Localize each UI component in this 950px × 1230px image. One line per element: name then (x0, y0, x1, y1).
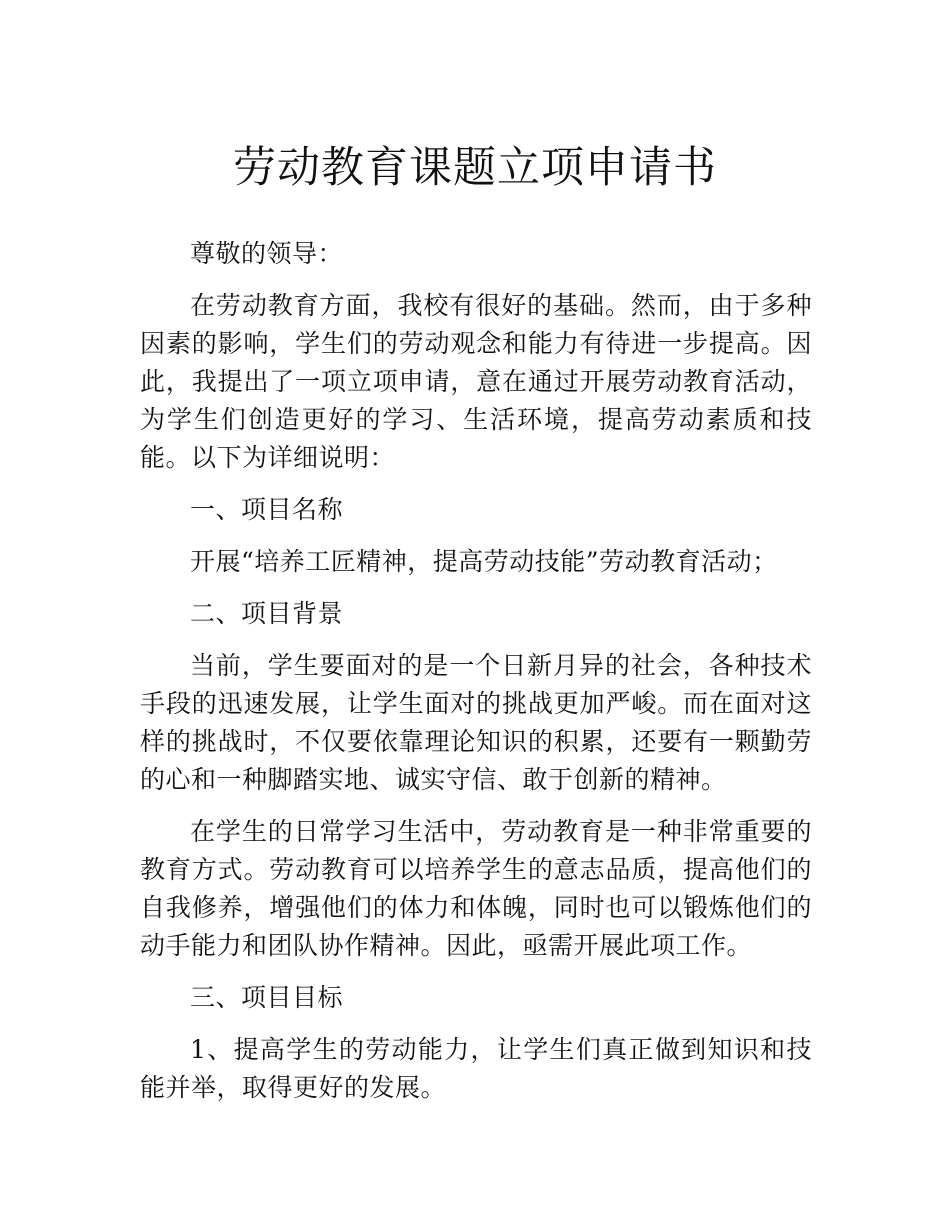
section-heading-project-goals: 三、项目目标 (190, 983, 344, 1012)
salutation: 尊敬的领导： (190, 239, 344, 268)
section-heading-project-background: 二、项目背景 (190, 599, 344, 628)
background-paragraph-1: 当前，学生要面对的是一个日新月异的社会，各种技术手段的迅速发展，让学生面对的挑战更加严峻。而在面对这样的挑战时，不仅要依靠理论知识的积累，还要有一颗勤劳的心和一种脚踏实地、诚实守信、敢于创新的精神。 (140, 651, 812, 794)
intro-paragraph: 在劳动教育方面，我校有很好的基础。然而，由于多种因素的影响，学生们的劳动观念和能力有待进一步提高。因此，我提出了一项立项申请，意在通过开展劳动教育活动，为学生们创造更好的学习、生活环境，提高劳动素质和技能。以下为详细说明： (140, 291, 812, 472)
document-body (140, 235, 812, 1121)
document-title: 劳动教育课题立项申请书 (233, 143, 717, 193)
section-heading-project-name: 一、项目名称 (190, 495, 344, 524)
background-paragraph-2: 在学生的日常学习生活中，劳动教育是一种非常重要的教育方式。劳动教育可以培养学生的意志品质，提高他们的自我修养，增强他们的体力和体魄，同时也可以锻炼他们的动手能力和团队协作精神。因此，亟需开展此项工作。 (140, 817, 812, 960)
goal-item-1: 1、提高学生的劳动能力，让学生们真正做到知识和技能并举，取得更好的发展。 (140, 1035, 812, 1102)
project-name-paragraph: 开展“培养工匠精神，提高劳动技能”劳动教育活动； (190, 547, 778, 576)
